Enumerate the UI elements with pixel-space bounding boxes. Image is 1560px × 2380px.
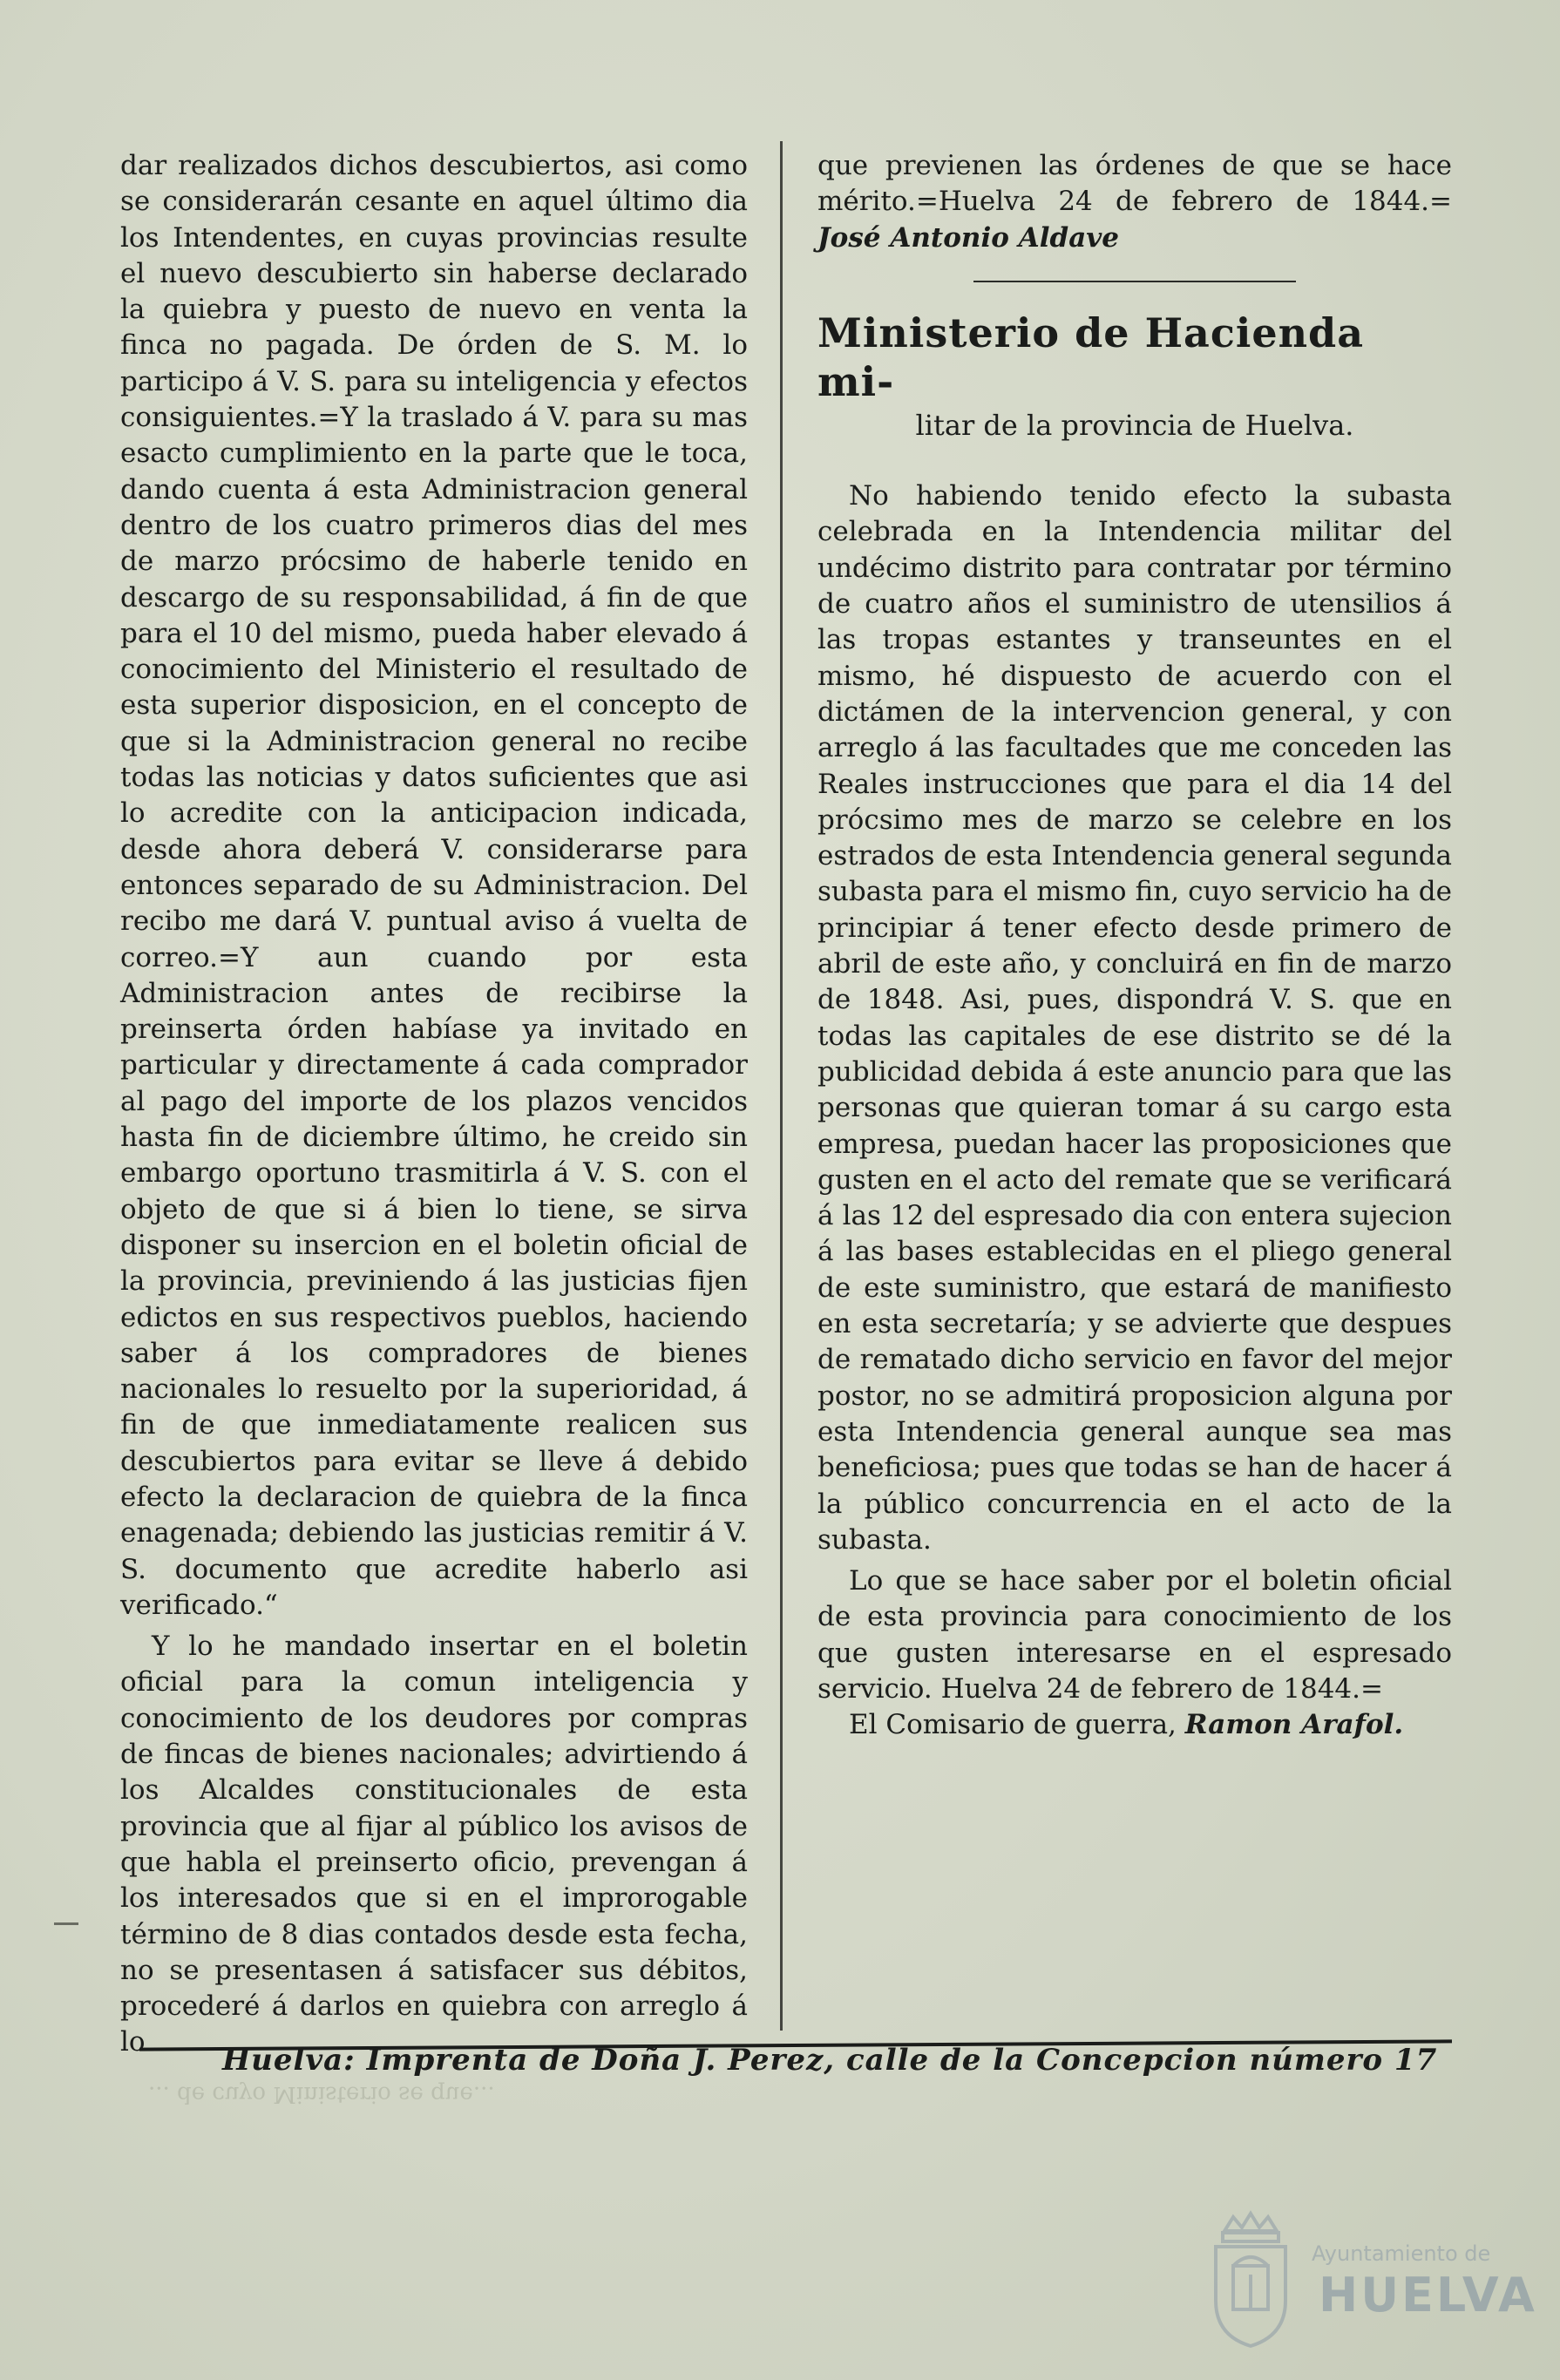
section-heading: Ministerio de Hacienda mi- — [817, 309, 1365, 405]
section-subheading: litar de la provincia de Huelva. — [915, 408, 1354, 442]
printer-imprint: Huelva: Imprenta de Doña J. Perez, calle de la Concepcion número 17 — [222, 2043, 1438, 2078]
continuation-text: que previenen las órdenes de que se hace mérito.=Huelva 24 de febrero de 1844.= José Antonio Aldave — [817, 150, 1452, 254]
column-divider — [780, 141, 783, 2031]
left-paragraph-1: dar realizados dichos descubiertos, asi como se considerarán cesante en aquel último dia los Intendentes, en cuyas provincias resulte el nuevo descubierto sin haberse declarado la quiebra y puesto de nuevo en venta la finca no pagada. De órden de S. M. lo participo á V. S. para su inteligencia y efectos consiguientes.=Y la traslado á V. para su mas esacto cumplimiento en la parte que le toca, dando cuenta á esta Administracion general dentro de los cuatro primeros dias del mes de marzo prócsimo de haberle tenido en descargo de su responsabilidad, á fin de que para el 10 del mismo, pueda haber elevado á conocimiento del Ministerio el resultado de esta superior disposicion, en el concepto de que si la Administracion general no recibe todas las noticias y datos suficientes que asi lo acredite con la anticipacion indicada, desde ahora deberá V. considerarse para entonces separado de su Administracion. Del recibo me dará V. puntual aviso á vuelta de correo.=Y aun cuando por esta Administracion antes de recibirse la preinserta órden habíase ya invitado en particular y directamente á cada comprador al pago del importe de los plazos vencidos hasta fin de diciembre último, he creido sin embargo oportuno trasmitirla á V. S. con el objeto de que si á bien lo tiene, se sirva disponer su insercion en el boletin oficial de la provincia, previniendo á las justicias fijen edictos en sus respectivos pueblos, haciendo saber á los compradores de bienes nacionales lo resuelto por la superioridad, á fin de que inmediatamente realicen sus descubiertos para evitar se lleve á debido efecto la declaracion de quiebra de la finca enagenada; debiendo las justicias remitir á V. S. documento que acredite haberlo asi verificado.“ — [120, 150, 748, 1621]
bleed-through-text: ... de cuyo Ministerio se que... — [148, 2081, 495, 2107]
closing-line — [817, 1707, 1452, 1743]
right-paragraph-1: No habiendo tenido efecto la subasta celebrada en la Intendencia militar del undécimo distrito para contratar por término de cuatro años el suministro de utensilios á las tropas estantes y transeuntes en el mismo, hé dispuesto de acuerdo con el dictámen de la intervencion general, y con arreglo á las facultades que me conceden las Reales instrucciones que para el dia 14 del prócsimo mes de marzo se celebre en los estrados de esta Intendencia general segunda subasta para el mismo fin, cuyo servicio ha de principiar á tener efecto desde primero de abril de este año, y concluirá en fin de marzo de 1848. Asi, pues, dispondrá V. S. que en todas las capitales de ese distrito se dé la publicidad debida á este anuncio para que las personas que quieran tomar á su cargo esta empresa, puedan hacer las proposiciones que gusten en el acto del remate que se verificará á las 12 del espresado dia con entera sujecion á las bases establecidas en el pliego general de este suministro, que estará de manifiesto en esta secretaría; y se advierte que despues de rematado dicho servicio en favor del mejor postor, no se admitirá proposicion alguna por esta Intendencia general aunque sea mas beneficiosa; pues que todas se han de hacer á la público concurrencia en el acto de la subasta. — [817, 480, 1452, 1556]
coat-of-arms-icon — [1198, 2205, 1303, 2353]
watermark-line-1: Ayuntamiento de — [1312, 2241, 1491, 2266]
section-divider — [973, 281, 1296, 282]
closing-signature: Ramon Arafol. — [1184, 1709, 1404, 1741]
left-column — [120, 148, 748, 2061]
closing-title: El Comisario de guerra, — [849, 1709, 1177, 1741]
continuation-signature: José Antonio Aldave — [817, 221, 1120, 254]
right-column — [817, 148, 1452, 1744]
watermark-line-2: HUELVA — [1319, 2268, 1537, 2322]
archive-watermark — [1198, 2205, 1537, 2362]
right-paragraph-2: Lo que se hace saber por el boletin oficial de esta provincia para conocimiento de los que gusten interesarse en el espresado servicio. Huelva 24 de febrero de 1844.= — [817, 1565, 1452, 1705]
margin-mark — [54, 1922, 78, 1925]
left-paragraph-2: Y lo he mandado insertar en el boletin oficial para la comun inteligencia y conocimiento de los deudores por compras de fincas de bienes nacionales; advirtiendo á los Alcaldes constitucionales de esta provincia que al fijar al público los avisos de que habla el preinserto oficio, prevengan á los interesados que si en el improrogable término de 8 dias contados desde esta fecha, no se presentasen á satisfacer sus débitos, procederé á darlos en quiebra con arreglo á lo — [120, 1631, 748, 2058]
